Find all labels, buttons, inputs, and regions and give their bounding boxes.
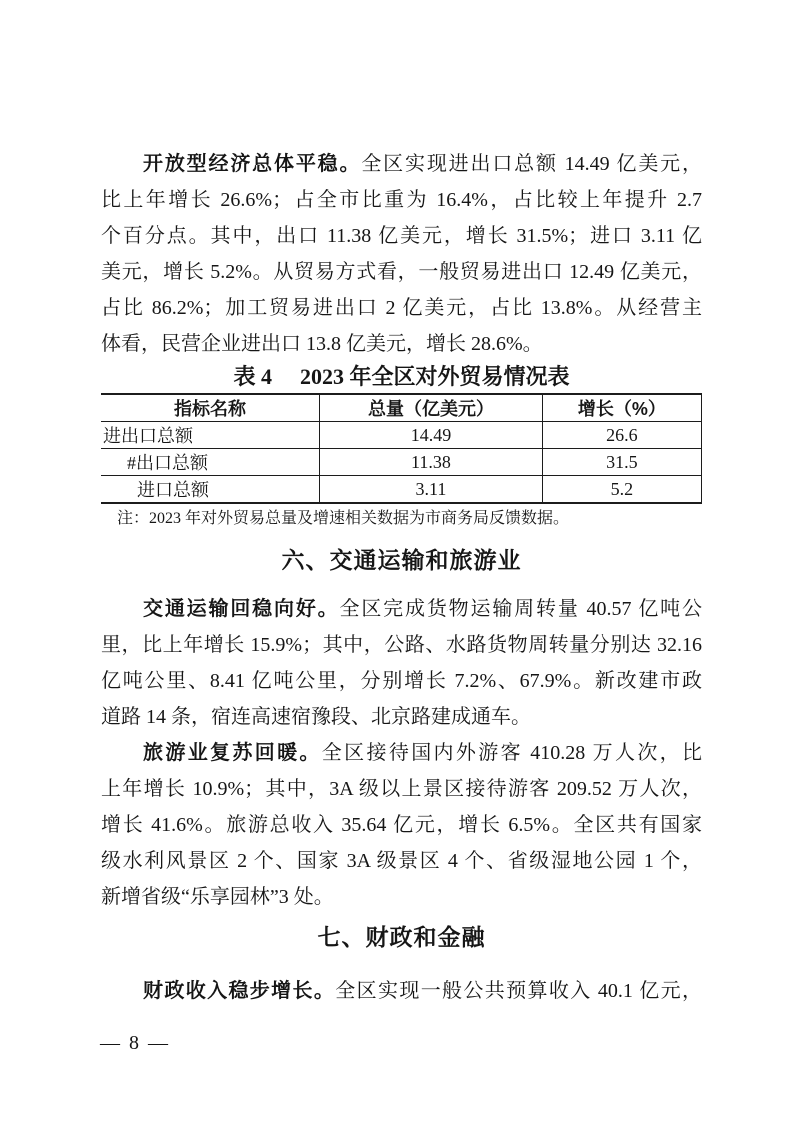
text-line: 亿吨公里、8.41 亿吨公里，分别增长 7.2%、67.9%。新改建市政 xyxy=(101,670,702,692)
table-row xyxy=(101,422,702,449)
text-line: 比上年增长 26.6%；占全市比重为 16.4%，占比较上年提升 2.7 xyxy=(101,189,702,211)
text-run: 全区接待国内外游客 410.28 万人次，比 xyxy=(321,742,703,764)
paragraph-foreign-trade xyxy=(101,146,702,362)
text-line: 增长 41.6%。旅游总收入 35.64 亿元，增长 6.5%。全区共有国家 xyxy=(101,814,702,836)
page-number: — 8 — xyxy=(100,1032,170,1054)
cell-growth: 26.6 xyxy=(542,422,701,449)
paragraph-tourism xyxy=(101,735,702,915)
table-header-row xyxy=(101,394,702,422)
cell-indicator: #出口总额 xyxy=(101,449,320,476)
text-line: 里，比上年增长 15.9%；其中，公路、水路货物周转量分别达 32.16 xyxy=(101,634,702,656)
text-line: 体看，民营企业进出口 13.8 亿美元，增长 28.6%。 xyxy=(101,333,543,355)
table-row xyxy=(101,476,702,504)
column-header-total: 总量（亿美元） xyxy=(320,394,543,422)
paragraph-lead: 交通运输回稳向好。 xyxy=(143,598,340,620)
paragraph-lead: 财政收入稳步增长。 xyxy=(143,980,336,1002)
paragraph-fiscal xyxy=(101,973,702,1009)
foreign-trade-table xyxy=(101,393,702,504)
section-heading-transport-tourism: 六、交通运输和旅游业 xyxy=(281,547,522,573)
text-line xyxy=(101,146,702,182)
text-run: 全区实现一般公共预算收入 40.1 亿元， xyxy=(335,980,703,1002)
table-note: 注：2023 年对外贸易总量及增速相关数据为市商务局反馈数据。 xyxy=(117,510,570,527)
text-run: 全区完成货物运输周转量 40.57 亿吨公 xyxy=(339,598,702,620)
column-header-indicator: 指标名称 xyxy=(101,394,320,422)
cell-total: 11.38 xyxy=(320,449,543,476)
cell-growth: 31.5 xyxy=(542,449,701,476)
text-line: 新增省级“乐享园林”3 处。 xyxy=(101,886,334,908)
cell-indicator: 进口总额 xyxy=(101,476,320,504)
paragraph-transport xyxy=(101,591,702,735)
section-heading-fiscal-finance: 七、财政和金融 xyxy=(317,924,486,950)
text-line xyxy=(101,973,702,1009)
paragraph-lead: 开放型经济总体平稳。 xyxy=(143,153,362,175)
text-line xyxy=(101,735,702,771)
table-row xyxy=(101,449,702,476)
cell-total: 3.11 xyxy=(320,476,543,504)
table-caption xyxy=(101,362,702,392)
column-header-growth: 增长（%） xyxy=(542,394,701,422)
text-run: 全区实现进出口总额 14.49 亿美元， xyxy=(361,153,703,175)
text-line: 上年增长 10.9%；其中，3A 级以上景区接待游客 209.52 万人次， xyxy=(101,778,702,800)
text-line xyxy=(101,591,702,627)
cell-total: 14.49 xyxy=(320,422,543,449)
cell-growth: 5.2 xyxy=(542,476,701,504)
cell-indicator: 进出口总额 xyxy=(101,422,320,449)
table-caption-label: 表 4 xyxy=(233,364,272,389)
table-caption-text: 2023 年全区对外贸易情况表 xyxy=(300,364,570,389)
text-line: 个百分点。其中，出口 11.38 亿美元，增长 31.5%；进口 3.11 亿 xyxy=(101,225,702,247)
text-line: 级水利风景区 2 个、国家 3A 级景区 4 个、省级湿地公园 1 个， xyxy=(101,850,702,872)
text-line: 道路 14 条，宿连高速宿豫段、北京路建成通车。 xyxy=(101,706,531,728)
text-line: 占比 86.2%；加工贸易进出口 2 亿美元，占比 13.8%。从经营主 xyxy=(101,297,702,319)
paragraph-lead: 旅游业复苏回暖。 xyxy=(143,742,322,764)
text-line: 美元，增长 5.2%。从贸易方式看，一般贸易进出口 12.49 亿美元， xyxy=(101,261,702,283)
page-content xyxy=(101,146,702,1009)
